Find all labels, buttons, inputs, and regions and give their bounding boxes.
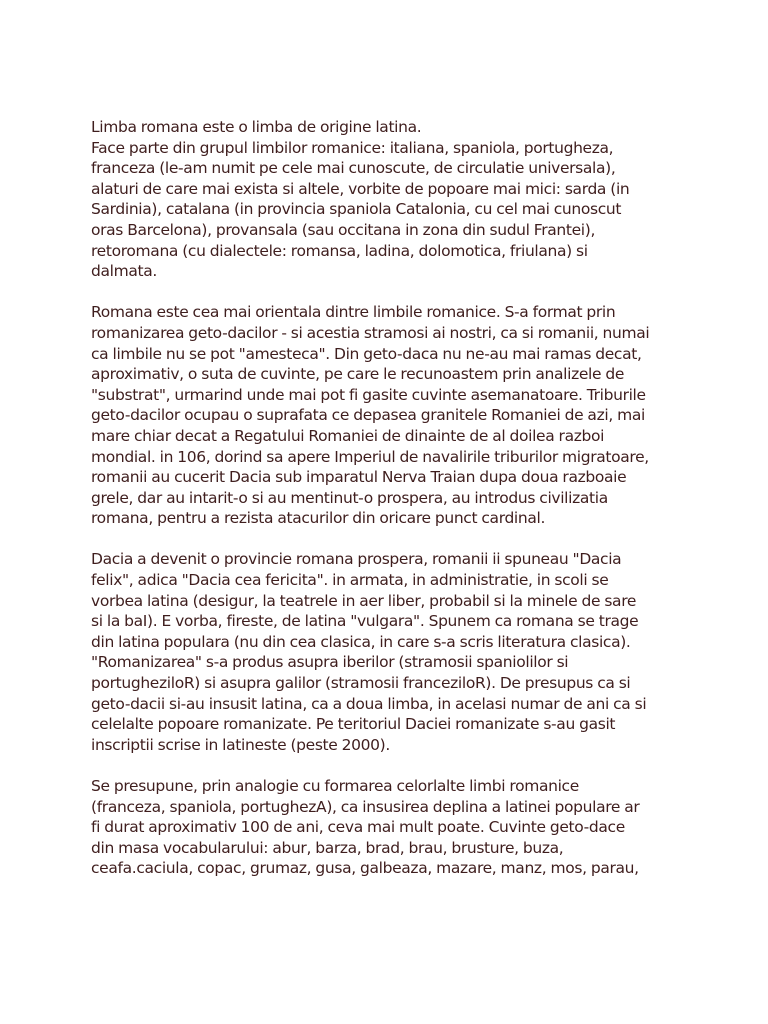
- text-line: franceza (le-am numit pe cele mai cunoscute, de circulatie universala),: [91, 159, 616, 178]
- text-line: vorbea latina (desigur, la teatrele in aer liber, probabil si la minele de sare: [91, 591, 637, 610]
- text-line: si la baI). E vorba, fireste, de latina "vulgara". Spunem ca romana se trage: [91, 612, 639, 631]
- text-line: oras Barcelona), provansala (sau occitana in zona din sudul Frantei),: [91, 220, 596, 239]
- text-line: mare chiar decat a Regatului Romaniei de dinainte de al doilea razboi: [91, 426, 605, 445]
- text-line: grele, dar au intarit-o si au mentinut-o prospera, au introdus civilizatia: [91, 488, 608, 507]
- text-line: Se presupune, prin analogie cu formarea celorlalte limbi romanice: [91, 777, 579, 795]
- text-line: retoromana (cu dialectele: romansa, ladina, dolomotica, friulana) si: [91, 241, 588, 260]
- text-line: portugheziloR) si asupra galilor (stramosii franceziloR). De presupus ca si: [91, 674, 631, 693]
- text-line: romanizarea geto-dacilor - si acestia stramosi ai nostri, ca si romanii, numai: [91, 323, 650, 342]
- text-line: aproximativ, o suta de cuvinte, pe care le recunoastem prin analizele de: [91, 365, 625, 384]
- text-line: din latina populara (nu din cea clasica, in care s-a scris literatura clasica).: [91, 632, 631, 651]
- text-line: Sardinia), catalana (in provincia spaniola Catalonia, cu cel mai cunoscut: [91, 200, 622, 219]
- paragraph-2: [91, 302, 691, 529]
- text-line: geto-dacilor ocupau o suprafata ce depasea granitele Romaniei de azi, mai: [91, 406, 645, 425]
- text-line: Dacia a devenit o provincie romana prospera, romanii ii spuneau "Dacia: [91, 550, 622, 569]
- paragraph-4: [91, 776, 691, 879]
- text-line: Face parte din grupul limbilor romanice: italiana, spaniola, portugheza,: [91, 138, 614, 157]
- text-line: "substrat", urmarind unde mai pot fi gasite cuvinte asemanatoare. Triburile: [91, 385, 646, 404]
- text-line: ceafa.caciula, copac, grumaz, gusa, galbeaza, mazare, manz, mos, parau,: [91, 859, 639, 878]
- text-line: (franceza, spaniola, portughezA), ca insusirea deplina a latinei populare ar: [91, 797, 640, 816]
- text-line: mondial. in 106, dorind sa apere Imperiul de navalirile triburilor migratoare,: [91, 447, 649, 466]
- text-line: Limba romana este o limba de origine latina.: [91, 118, 422, 136]
- text-line: romanii au cucerit Dacia sub imparatul Nerva Traian dupa doua razboaie: [91, 468, 627, 487]
- text-line: ca limbile nu se pot "amesteca". Din geto-daca nu ne-au mai ramas decat,: [91, 344, 642, 363]
- text-line: felix", adica "Dacia cea fericita". in armata, in administratie, in scoli se: [91, 571, 609, 590]
- text-line: geto-dacii si-au insusit latina, ca a doua limba, in acelasi numar de ani ca si: [91, 694, 647, 713]
- text-line: fi durat aproximativ 100 de ani, ceva mai mult poate. Cuvinte geto-dace: [91, 818, 625, 837]
- text-line: dalmata.: [91, 262, 157, 281]
- paragraph-1: [91, 117, 691, 282]
- text-line: celelalte popoare romanizate. Pe teritoriul Daciei romanizate s-au gasit: [91, 715, 616, 734]
- document-body: [91, 117, 691, 900]
- text-line: "Romanizarea" s-a produs asupra iberilor (stramosii spaniolilor si: [91, 653, 569, 672]
- text-line: inscriptii scrise in latineste (peste 2000).: [91, 735, 390, 754]
- text-line: Romana este cea mai orientala dintre limbile romanice. S-a format prin: [91, 303, 616, 322]
- text-line: din masa vocabularului: abur, barza, brad, brau, brusture, buza,: [91, 838, 564, 857]
- paragraph-3: [91, 549, 691, 755]
- text-line: alaturi de care mai exista si altele, vorbite de popoare mai mici: sarda (in: [91, 179, 630, 198]
- text-line: romana, pentru a rezista atacurilor din oricare punct cardinal.: [91, 509, 546, 528]
